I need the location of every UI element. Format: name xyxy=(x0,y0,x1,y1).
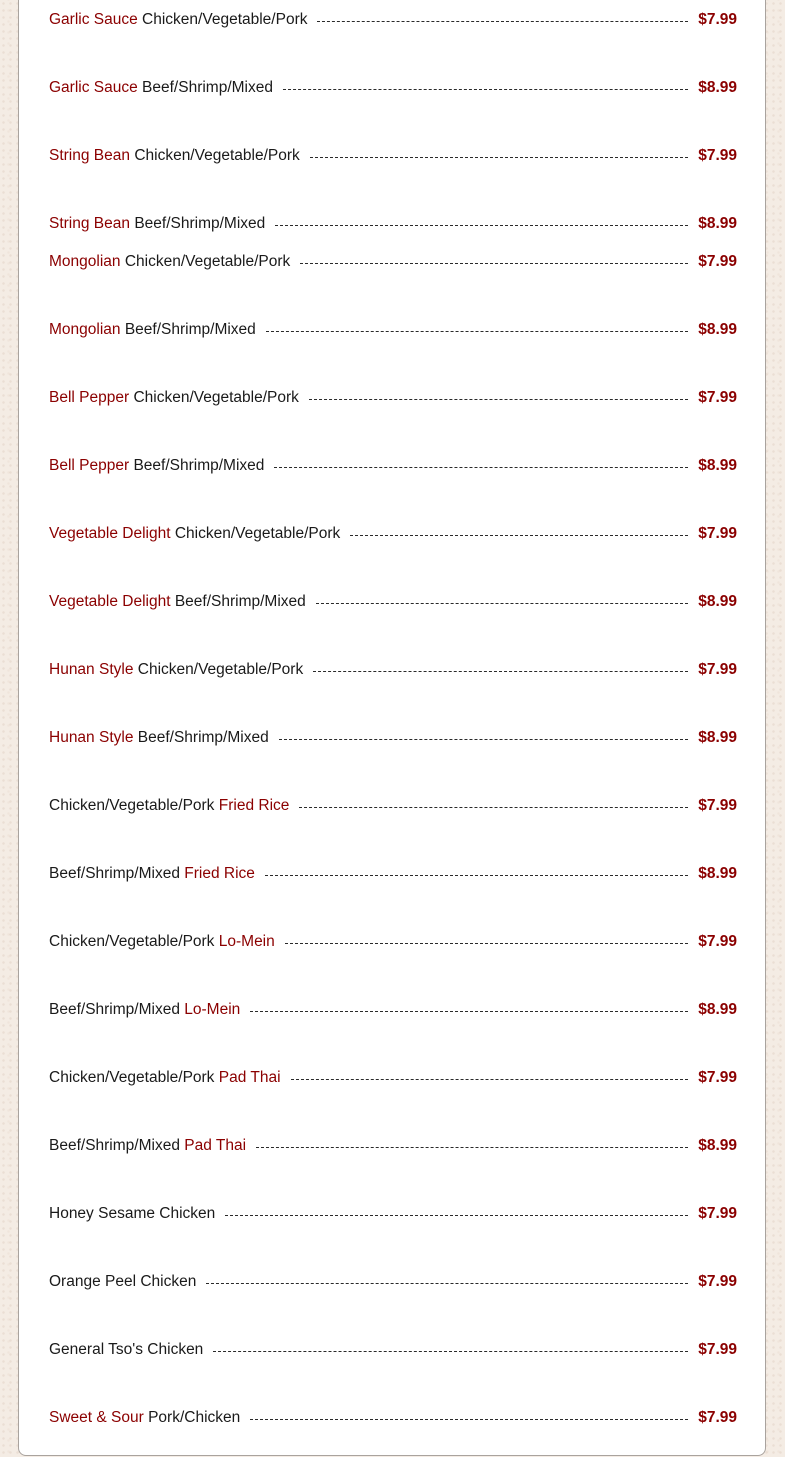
item-variant: Beef/Shrimp/Mixed xyxy=(49,1001,180,1018)
item-price: $8.99 xyxy=(698,215,737,232)
dotted-leader xyxy=(265,875,688,876)
item-name xyxy=(49,319,256,341)
item-variant: Beef/Shrimp/Mixed xyxy=(49,865,180,882)
item-price: $8.99 xyxy=(698,593,737,610)
item-price: $7.99 xyxy=(698,1341,737,1358)
item-highlight: Hunan Style xyxy=(49,729,134,746)
item-variant: Beef/Shrimp/Mixed xyxy=(174,593,306,610)
dotted-leader xyxy=(313,671,688,672)
item-price: $8.99 xyxy=(698,865,737,882)
item-dish: Lo-Mein xyxy=(184,1001,241,1018)
menu-item xyxy=(49,523,737,545)
item-price: $7.99 xyxy=(698,1205,737,1222)
item-name xyxy=(49,659,303,681)
menu-item xyxy=(49,931,737,953)
dotted-leader xyxy=(299,807,688,808)
item-price: $8.99 xyxy=(698,1137,737,1154)
menu-item xyxy=(49,455,737,477)
item-variant: Chicken/Vegetable/Pork xyxy=(49,933,215,950)
item-variant: Pork/Chicken xyxy=(148,1409,241,1426)
item-price: $7.99 xyxy=(698,1273,737,1290)
dotted-leader xyxy=(317,21,688,22)
item-name xyxy=(49,213,265,235)
menu-item xyxy=(49,863,737,885)
dotted-leader xyxy=(250,1011,688,1012)
item-variant: Chicken/Vegetable/Pork xyxy=(124,253,291,270)
item-name xyxy=(49,387,299,409)
item-price: $7.99 xyxy=(698,661,737,678)
menu-item xyxy=(49,9,737,31)
item-name xyxy=(49,591,306,613)
menu-item xyxy=(49,591,737,613)
dotted-leader xyxy=(206,1283,688,1284)
item-dish: Lo-Mein xyxy=(218,933,275,950)
dotted-leader xyxy=(274,467,688,468)
item-variant: Chicken/Vegetable/Pork xyxy=(49,1069,215,1086)
item-variant: Beef/Shrimp/Mixed xyxy=(142,79,273,96)
item-highlight: Mongolian xyxy=(49,253,121,270)
item-name xyxy=(49,9,307,31)
dotted-leader xyxy=(225,1215,688,1216)
item-price: $7.99 xyxy=(698,933,737,950)
dotted-leader xyxy=(316,603,688,604)
menu-item xyxy=(49,795,737,817)
item-highlight: Garlic Sauce xyxy=(49,11,138,28)
menu-item xyxy=(49,1407,737,1429)
item-price: $7.99 xyxy=(698,525,737,542)
menu-item xyxy=(49,659,737,681)
item-price: $8.99 xyxy=(698,1001,737,1018)
item-price: $7.99 xyxy=(698,1069,737,1086)
item-variant: Beef/Shrimp/Mixed xyxy=(134,215,266,232)
item-price: $7.99 xyxy=(698,389,737,406)
item-name xyxy=(49,251,290,273)
item-highlight: Mongolian xyxy=(49,321,121,338)
item-name xyxy=(49,77,273,99)
item-name xyxy=(49,931,275,953)
item-name xyxy=(49,863,255,885)
menu-item xyxy=(49,145,737,167)
menu-item xyxy=(49,213,737,235)
menu-item xyxy=(49,999,737,1021)
item-dish: Fried Rice xyxy=(184,865,255,882)
dotted-leader xyxy=(285,943,688,944)
item-name xyxy=(49,1135,246,1157)
item-highlight: Hunan Style xyxy=(49,661,134,678)
item-variant: Beef/Shrimp/Mixed xyxy=(137,729,269,746)
item-variant: Chicken/Vegetable/Pork xyxy=(137,661,304,678)
item-variant: Beef/Shrimp/Mixed xyxy=(49,1137,180,1154)
dotted-leader xyxy=(256,1147,688,1148)
menu-item xyxy=(49,319,737,341)
dotted-leader xyxy=(283,89,688,90)
menu-item xyxy=(49,251,737,273)
item-price: $8.99 xyxy=(698,321,737,338)
dotted-leader xyxy=(350,535,688,536)
item-variant: Beef/Shrimp/Mixed xyxy=(133,457,265,474)
item-variant: Chicken/Vegetable/Pork xyxy=(174,525,341,542)
item-price: $8.99 xyxy=(698,79,737,96)
item-price: $8.99 xyxy=(698,457,737,474)
item-name xyxy=(49,795,289,817)
item-variant: Beef/Shrimp/Mixed xyxy=(124,321,256,338)
item-highlight: Vegetable Delight xyxy=(49,593,171,610)
item-highlight: Sweet & Sour xyxy=(49,1409,144,1426)
item-name xyxy=(49,999,240,1021)
dotted-leader xyxy=(213,1351,688,1352)
item-name xyxy=(49,1407,240,1429)
item-dish: Pad Thai xyxy=(218,1069,281,1086)
item-price: $7.99 xyxy=(698,11,737,28)
item-price: $7.99 xyxy=(698,253,737,270)
menu-item xyxy=(49,77,737,99)
item-name xyxy=(49,455,264,477)
item-variant: Chicken/Vegetable/Pork xyxy=(142,11,308,28)
dotted-leader xyxy=(250,1419,688,1420)
item-price: $7.99 xyxy=(698,1409,737,1426)
menu-item xyxy=(49,727,737,749)
menu-item xyxy=(49,1271,737,1293)
item-highlight: String Bean xyxy=(49,147,130,164)
menu-item xyxy=(49,1339,737,1361)
item-highlight: Garlic Sauce xyxy=(49,79,138,96)
dotted-leader xyxy=(310,157,688,158)
item-variant: Orange Peel Chicken xyxy=(49,1273,197,1290)
item-variant: Chicken/Vegetable/Pork xyxy=(134,147,300,164)
item-dish: Pad Thai xyxy=(184,1137,247,1154)
dotted-leader xyxy=(300,263,688,264)
dotted-leader xyxy=(291,1079,689,1080)
menu-item xyxy=(49,1067,737,1089)
item-highlight: Vegetable Delight xyxy=(49,525,171,542)
item-variant: Honey Sesame Chicken xyxy=(49,1205,216,1222)
item-price: $8.99 xyxy=(698,729,737,746)
menu-item xyxy=(49,1203,737,1225)
item-name xyxy=(49,145,300,167)
item-name xyxy=(49,1203,215,1225)
item-name xyxy=(49,1271,196,1293)
item-variant: Chicken/Vegetable/Pork xyxy=(49,797,215,814)
item-variant: General Tso's Chicken xyxy=(49,1341,204,1358)
item-name xyxy=(49,727,269,749)
dotted-leader xyxy=(279,739,688,740)
dotted-leader xyxy=(275,225,688,226)
menu-item xyxy=(49,387,737,409)
menu-item xyxy=(49,1135,737,1157)
item-name xyxy=(49,523,340,545)
item-price: $7.99 xyxy=(698,797,737,814)
item-highlight: String Bean xyxy=(49,215,130,232)
item-highlight: Bell Pepper xyxy=(49,457,130,474)
dotted-leader xyxy=(266,331,688,332)
item-highlight: Bell Pepper xyxy=(49,389,130,406)
dotted-leader xyxy=(309,399,688,400)
item-variant: Chicken/Vegetable/Pork xyxy=(133,389,299,406)
item-dish: Fried Rice xyxy=(218,797,290,814)
item-price: $7.99 xyxy=(698,147,737,164)
item-name xyxy=(49,1339,203,1361)
item-name xyxy=(49,1067,281,1089)
